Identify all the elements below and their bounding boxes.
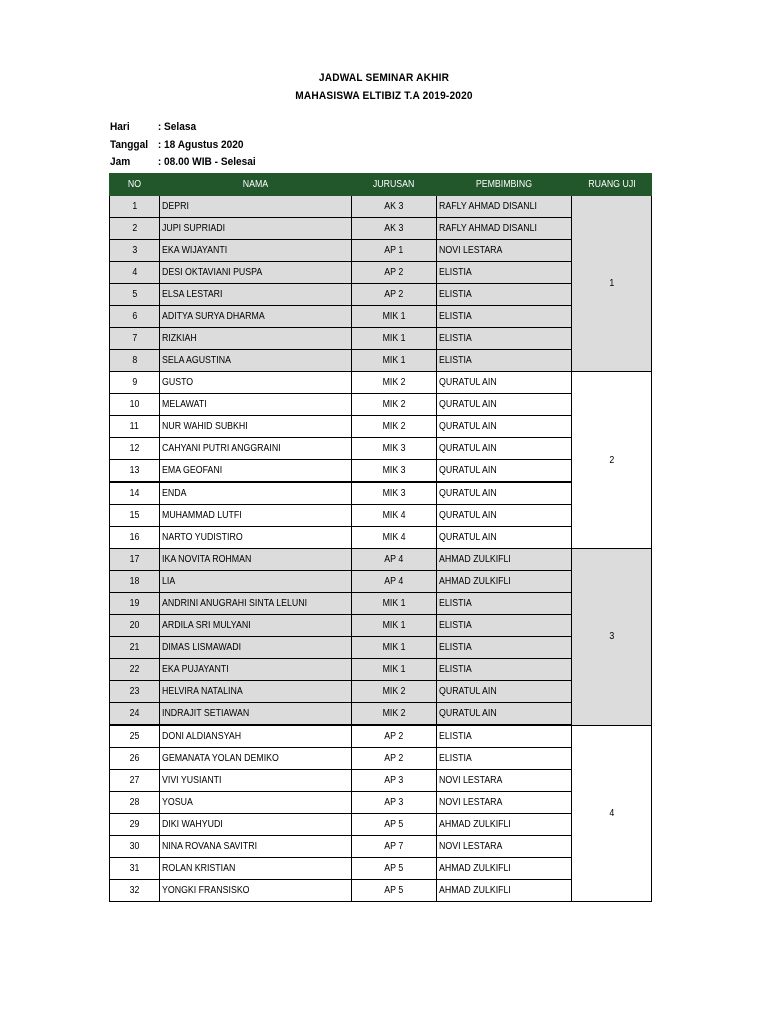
- cell-nama: GEMANATA YOLAN DEMIKO: [160, 748, 352, 770]
- table-row: [110, 792, 652, 814]
- table-row: [110, 438, 652, 460]
- cell-nama: NUR WAHID SUBKHI: [160, 416, 352, 438]
- cell-no: 20: [110, 615, 160, 637]
- table-row: [110, 460, 652, 483]
- table-row: [110, 482, 652, 505]
- cell-nama: DONI ALDIANSYAH: [160, 725, 352, 748]
- table-row: [110, 328, 652, 350]
- cell-nama: YOSUA: [160, 792, 352, 814]
- cell-pembimbing: ELISTIA: [437, 659, 572, 681]
- cell-nama: DIMAS LISMAWADI: [160, 637, 352, 659]
- cell-pembimbing: NOVI LESTARA: [437, 792, 572, 814]
- table-row: [110, 836, 652, 858]
- cell-jurusan: MIK 1: [352, 593, 437, 615]
- cell-no: 19: [110, 593, 160, 615]
- cell-pembimbing: ELISTIA: [437, 262, 572, 284]
- cell-pembimbing: QURATUL AIN: [437, 482, 572, 505]
- table-row: [110, 681, 652, 703]
- cell-nama: EKA PUJAYANTI: [160, 659, 352, 681]
- cell-pembimbing: AHMAD ZULKIFLI: [437, 549, 572, 571]
- cell-nama: ANDRINI ANUGRAHI SINTA LELUNI: [160, 593, 352, 615]
- cell-no: 22: [110, 659, 160, 681]
- cell-no: 4: [110, 262, 160, 284]
- cell-nama: EKA WIJAYANTI: [160, 240, 352, 262]
- cell-nama: LIA: [160, 571, 352, 593]
- cell-no: 21: [110, 637, 160, 659]
- cell-no: 27: [110, 770, 160, 792]
- cell-pembimbing: NOVI LESTARA: [437, 240, 572, 262]
- table-header-row: [110, 174, 652, 196]
- cell-pembimbing: ELISTIA: [437, 593, 572, 615]
- cell-no: 31: [110, 858, 160, 880]
- cell-jurusan: MIK 2: [352, 681, 437, 703]
- cell-no: 5: [110, 284, 160, 306]
- table-row: [110, 549, 652, 571]
- cell-nama: YONGKI FRANSISKO: [160, 880, 352, 902]
- hari-label: Hari: [110, 121, 130, 133]
- cell-pembimbing: AHMAD ZULKIFLI: [437, 880, 572, 902]
- table-row: [110, 748, 652, 770]
- cell-no: 24: [110, 703, 160, 726]
- cell-jurusan: AP 1: [352, 240, 437, 262]
- cell-jurusan: AK 3: [352, 218, 437, 240]
- schedule-table: [109, 173, 652, 902]
- cell-nama: HELVIRA NATALINA: [160, 681, 352, 703]
- cell-nama: DESI OKTAVIANI PUSPA: [160, 262, 352, 284]
- tanggal-value: : 18 Agustus 2020: [157, 139, 244, 151]
- cell-nama: INDRAJIT SETIAWAN: [160, 703, 352, 726]
- cell-pembimbing: ELISTIA: [437, 306, 572, 328]
- cell-jurusan: AP 7: [352, 836, 437, 858]
- jam-value: : 08.00 WIB - Selesai: [157, 156, 256, 168]
- cell-jurusan: MIK 1: [352, 350, 437, 372]
- cell-no: 32: [110, 880, 160, 902]
- cell-ruang-uji: 4: [572, 725, 652, 902]
- cell-pembimbing: ELISTIA: [437, 328, 572, 350]
- cell-pembimbing: RAFLY AHMAD DISANLI: [437, 218, 572, 240]
- cell-pembimbing: ELISTIA: [437, 350, 572, 372]
- cell-no: 9: [110, 372, 160, 394]
- table-row: [110, 770, 652, 792]
- table-row: [110, 615, 652, 637]
- cell-pembimbing: ELISTIA: [437, 637, 572, 659]
- cell-pembimbing: QURATUL AIN: [437, 681, 572, 703]
- cell-no: 1: [110, 196, 160, 218]
- document-subtitle: MAHASISWA ELTIBIZ T.A 2019-2020: [295, 90, 473, 102]
- cell-nama: ARDILA SRI MULYANI: [160, 615, 352, 637]
- cell-no: 26: [110, 748, 160, 770]
- cell-no: 6: [110, 306, 160, 328]
- cell-no: 23: [110, 681, 160, 703]
- cell-jurusan: MIK 4: [352, 527, 437, 549]
- cell-no: 3: [110, 240, 160, 262]
- cell-jurusan: AK 3: [352, 196, 437, 218]
- cell-nama: RIZKIAH: [160, 328, 352, 350]
- cell-no: 28: [110, 792, 160, 814]
- cell-jurusan: AP 3: [352, 770, 437, 792]
- column-header-jurusan: JURUSAN: [352, 174, 437, 196]
- cell-no: 12: [110, 438, 160, 460]
- cell-jurusan: MIK 3: [352, 482, 437, 505]
- cell-jurusan: MIK 1: [352, 306, 437, 328]
- cell-jurusan: AP 2: [352, 748, 437, 770]
- cell-pembimbing: NOVI LESTARA: [437, 836, 572, 858]
- cell-ruang-uji: 1: [572, 196, 652, 372]
- cell-nama: MELAWATI: [160, 394, 352, 416]
- cell-jurusan: AP 2: [352, 262, 437, 284]
- cell-jurusan: AP 3: [352, 792, 437, 814]
- table-row: [110, 505, 652, 527]
- cell-jurusan: AP 5: [352, 880, 437, 902]
- table-row: [110, 416, 652, 438]
- cell-no: 8: [110, 350, 160, 372]
- cell-pembimbing: NOVI LESTARA: [437, 770, 572, 792]
- cell-pembimbing: QURATUL AIN: [437, 416, 572, 438]
- cell-jurusan: MIK 3: [352, 438, 437, 460]
- cell-pembimbing: AHMAD ZULKIFLI: [437, 858, 572, 880]
- info-tanggal: [110, 139, 244, 151]
- hari-value: : Selasa: [157, 121, 197, 133]
- cell-jurusan: MIK 1: [352, 328, 437, 350]
- cell-jurusan: AP 2: [352, 284, 437, 306]
- table-row: [110, 394, 652, 416]
- cell-nama: ADITYA SURYA DHARMA: [160, 306, 352, 328]
- info-hari: [110, 121, 196, 133]
- column-header-ruang-uji: RUANG UJI: [572, 174, 652, 196]
- table-row: [110, 593, 652, 615]
- cell-ruang-uji: 2: [572, 372, 652, 549]
- table-row: [110, 218, 652, 240]
- cell-no: 29: [110, 814, 160, 836]
- cell-jurusan: AP 2: [352, 725, 437, 748]
- cell-no: 2: [110, 218, 160, 240]
- cell-pembimbing: QURATUL AIN: [437, 438, 572, 460]
- cell-jurusan: AP 5: [352, 858, 437, 880]
- table-body: [110, 196, 652, 902]
- table-row: [110, 372, 652, 394]
- column-header-nama: NAMA: [160, 174, 352, 196]
- cell-jurusan: MIK 2: [352, 394, 437, 416]
- cell-nama: SELA AGUSTINA: [160, 350, 352, 372]
- cell-pembimbing: QURATUL AIN: [437, 703, 572, 726]
- cell-nama: GUSTO: [160, 372, 352, 394]
- cell-jurusan: AP 4: [352, 549, 437, 571]
- cell-nama: EMA GEOFANI: [160, 460, 352, 483]
- cell-nama: DEPRI: [160, 196, 352, 218]
- cell-nama: IKA NOVITA ROHMAN: [160, 549, 352, 571]
- cell-nama: JUPI SUPRIADI: [160, 218, 352, 240]
- jam-label: Jam: [110, 156, 131, 168]
- cell-jurusan: MIK 3: [352, 460, 437, 483]
- cell-jurusan: AP 5: [352, 814, 437, 836]
- cell-no: 15: [110, 505, 160, 527]
- table-row: [110, 306, 652, 328]
- cell-pembimbing: ELISTIA: [437, 748, 572, 770]
- cell-ruang-uji: 3: [572, 549, 652, 726]
- cell-pembimbing: AHMAD ZULKIFLI: [437, 571, 572, 593]
- cell-nama: CAHYANI PUTRI ANGGRAINI: [160, 438, 352, 460]
- table-row: [110, 350, 652, 372]
- cell-no: 13: [110, 460, 160, 483]
- table-row: [110, 703, 652, 726]
- cell-pembimbing: ELISTIA: [437, 725, 572, 748]
- cell-no: 16: [110, 527, 160, 549]
- table-row: [110, 284, 652, 306]
- cell-pembimbing: ELISTIA: [437, 615, 572, 637]
- cell-pembimbing: QURATUL AIN: [437, 505, 572, 527]
- cell-jurusan: MIK 1: [352, 659, 437, 681]
- cell-no: 25: [110, 725, 160, 748]
- cell-no: 18: [110, 571, 160, 593]
- cell-jurusan: MIK 1: [352, 637, 437, 659]
- cell-nama: ENDA: [160, 482, 352, 505]
- cell-no: 7: [110, 328, 160, 350]
- table-row: [110, 858, 652, 880]
- cell-pembimbing: AHMAD ZULKIFLI: [437, 814, 572, 836]
- cell-pembimbing: QURATUL AIN: [437, 460, 572, 483]
- table-row: [110, 880, 652, 902]
- cell-jurusan: MIK 2: [352, 703, 437, 726]
- cell-pembimbing: QURATUL AIN: [437, 527, 572, 549]
- cell-no: 17: [110, 549, 160, 571]
- document-title: JADWAL SEMINAR AKHIR: [318, 72, 450, 84]
- cell-nama: VIVI YUSIANTI: [160, 770, 352, 792]
- table-row: [110, 571, 652, 593]
- cell-nama: ELSA LESTARI: [160, 284, 352, 306]
- cell-jurusan: MIK 4: [352, 505, 437, 527]
- table-row: [110, 527, 652, 549]
- column-header-no: NO: [110, 174, 160, 196]
- table-row: [110, 240, 652, 262]
- cell-no: 30: [110, 836, 160, 858]
- cell-no: 14: [110, 482, 160, 505]
- cell-pembimbing: QURATUL AIN: [437, 394, 572, 416]
- table-row: [110, 725, 652, 748]
- table-row: [110, 659, 652, 681]
- cell-jurusan: MIK 2: [352, 416, 437, 438]
- cell-pembimbing: RAFLY AHMAD DISANLI: [437, 196, 572, 218]
- tanggal-label: Tanggal: [110, 139, 149, 151]
- column-header-pembimbing: PEMBIMBING: [437, 174, 572, 196]
- cell-no: 10: [110, 394, 160, 416]
- cell-nama: MUHAMMAD LUTFI: [160, 505, 352, 527]
- cell-nama: DIKI WAHYUDI: [160, 814, 352, 836]
- cell-nama: NINA ROVANA SAVITRI: [160, 836, 352, 858]
- cell-nama: NARTO YUDISTIRO: [160, 527, 352, 549]
- table-row: [110, 196, 652, 218]
- table-row: [110, 262, 652, 284]
- cell-jurusan: MIK 2: [352, 372, 437, 394]
- cell-no: 11: [110, 416, 160, 438]
- cell-pembimbing: ELISTIA: [437, 284, 572, 306]
- cell-jurusan: MIK 1: [352, 615, 437, 637]
- info-jam: [110, 156, 256, 168]
- table-row: [110, 637, 652, 659]
- cell-pembimbing: QURATUL AIN: [437, 372, 572, 394]
- cell-nama: ROLAN KRISTIAN: [160, 858, 352, 880]
- cell-jurusan: AP 4: [352, 571, 437, 593]
- table-row: [110, 814, 652, 836]
